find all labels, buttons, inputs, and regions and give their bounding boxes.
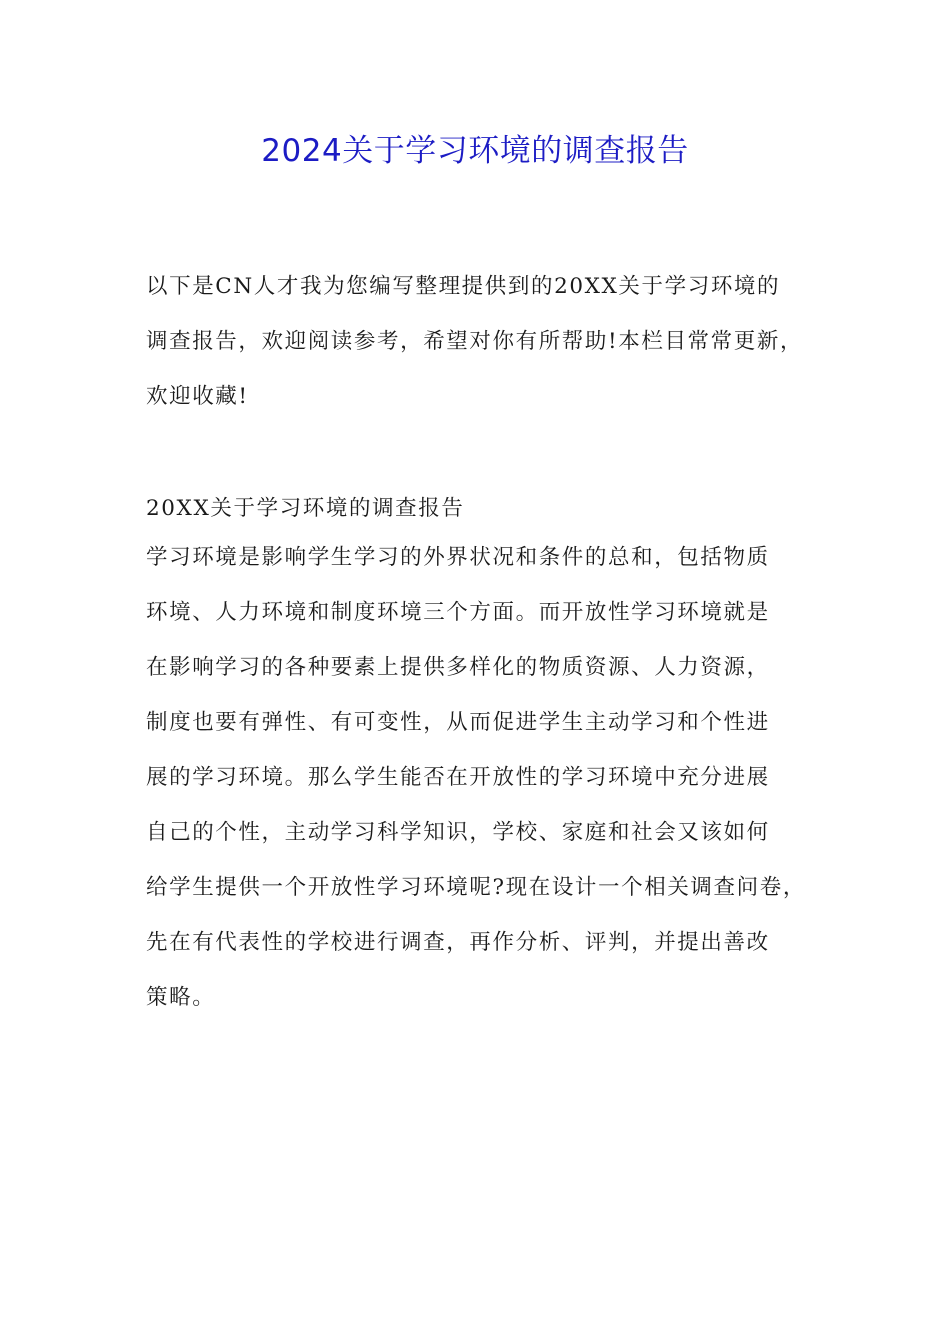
- intro-line: 调查报告，欢迎阅读参考，希望对你有所帮助!本栏目常常更新，: [146, 329, 804, 354]
- intro-line: 以下是CN人才我为您编写整理提供到的20XX关于学习环境的: [146, 274, 781, 299]
- body-line: 在影响学习的各种要素上提供多样化的物质资源、人力资源，: [146, 655, 770, 680]
- body-line: 自己的个性，主动学习科学知识，学校、家庭和社会又该如何: [146, 820, 770, 845]
- body-line: 给学生提供一个开放性学习环境呢?现在设计一个相关调查问卷，: [146, 875, 806, 900]
- body-line: 学习环境是影响学生学习的外界状况和条件的总和，包括物质: [146, 545, 770, 570]
- body-paragraph: [146, 530, 836, 1025]
- body-line: 展的学习环境。那么学生能否在开放性的学习环境中充分进展: [146, 765, 770, 790]
- intro-line: 欢迎收藏!: [146, 384, 249, 409]
- report-subheading: 20XX关于学习环境的调查报告: [146, 496, 465, 521]
- document-title: 2024关于学习环境的调查报告: [261, 133, 689, 169]
- body-line: 策略。: [146, 985, 216, 1010]
- intro-paragraph: [146, 259, 836, 424]
- body-line: 先在有代表性的学校进行调查，再作分析、评判，并提出善改: [146, 930, 770, 955]
- report-subheading-block: [146, 481, 836, 536]
- body-line: 制度也要有弹性、有可变性，从而促进学生主动学习和个性进: [146, 710, 770, 735]
- body-line: 环境、人力环境和制度环境三个方面。而开放性学习环境就是: [146, 600, 770, 625]
